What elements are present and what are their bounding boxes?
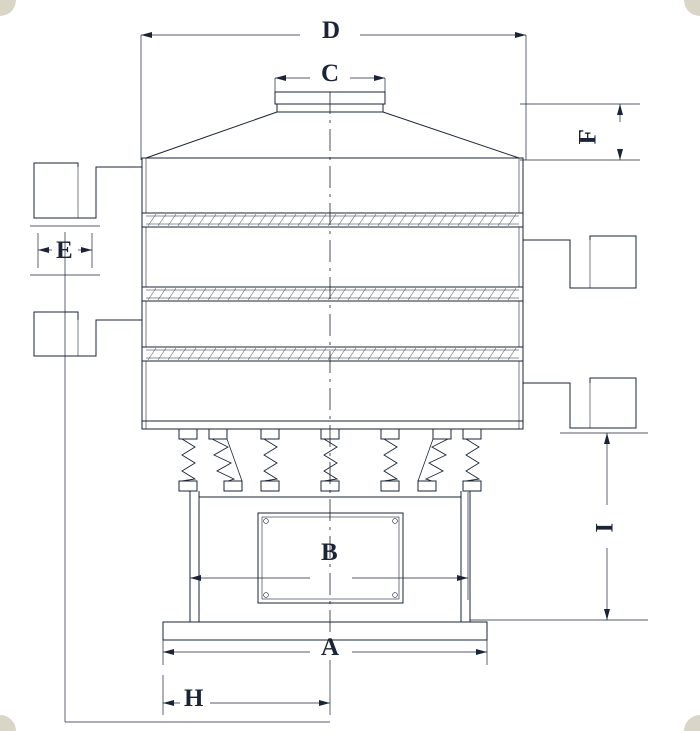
dimension-label-h: H bbox=[184, 685, 204, 712]
dimension-label-b: B bbox=[321, 539, 339, 566]
discharge-spout-upper-left bbox=[34, 163, 142, 218]
deck-1-body bbox=[142, 158, 523, 213]
clamp-ring-1 bbox=[142, 213, 523, 227]
dimension-label-c: C bbox=[321, 60, 340, 87]
dimension-label-d: D bbox=[322, 17, 341, 44]
deck-2-body bbox=[142, 227, 523, 287]
discharge-spout-mid-right bbox=[523, 236, 636, 288]
dimension-label-f: F bbox=[574, 128, 602, 145]
bottom-frame-rail bbox=[142, 421, 523, 429]
bottom-collector-body bbox=[142, 361, 523, 429]
clamp-ring-2 bbox=[142, 287, 523, 301]
cover-cone bbox=[146, 112, 519, 158]
dimension-lines bbox=[30, 32, 648, 722]
discharge-spout-lower-right bbox=[523, 378, 636, 428]
dimension-label-a: A bbox=[321, 634, 340, 661]
clamp-ring-3 bbox=[142, 347, 523, 361]
dimension-label-i: I bbox=[591, 522, 619, 533]
discharge-spout-mid-left bbox=[34, 312, 142, 356]
deck-3-body bbox=[142, 301, 523, 347]
dimension-label-e: E bbox=[56, 237, 74, 264]
